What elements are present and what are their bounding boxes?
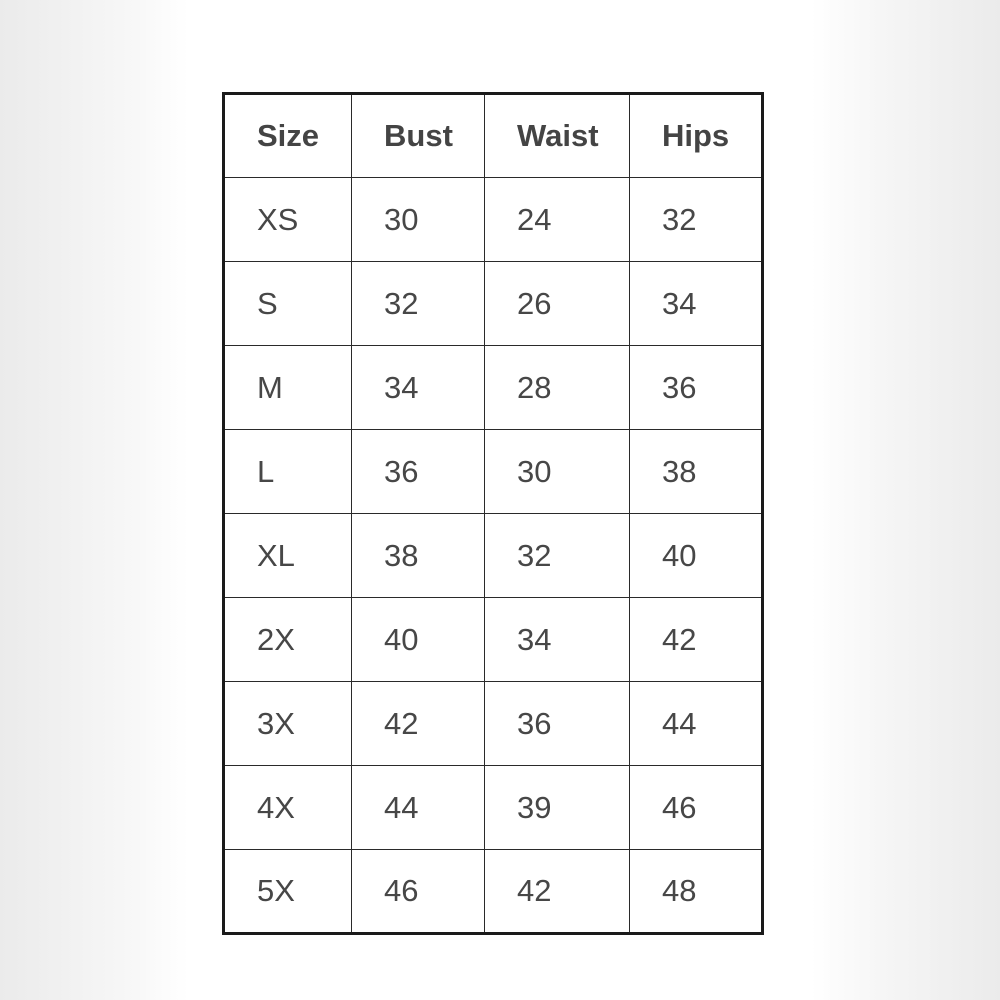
cell-waist: 30 bbox=[485, 430, 630, 514]
table-row bbox=[224, 766, 763, 850]
cell-hips: 48 bbox=[630, 850, 763, 934]
table-row bbox=[224, 514, 763, 598]
cell-waist: 32 bbox=[485, 514, 630, 598]
cell-hips: 44 bbox=[630, 682, 763, 766]
cell-bust: 36 bbox=[352, 430, 485, 514]
table-body bbox=[224, 178, 763, 934]
cell-waist: 34 bbox=[485, 598, 630, 682]
cell-waist: 39 bbox=[485, 766, 630, 850]
cell-hips: 34 bbox=[630, 262, 763, 346]
cell-size: M bbox=[224, 346, 352, 430]
header-hips: Hips bbox=[630, 94, 763, 178]
cell-bust: 42 bbox=[352, 682, 485, 766]
cell-bust: 32 bbox=[352, 262, 485, 346]
table-row bbox=[224, 262, 763, 346]
table-row bbox=[224, 598, 763, 682]
header-waist: Waist bbox=[485, 94, 630, 178]
cell-hips: 32 bbox=[630, 178, 763, 262]
cell-size: 5X bbox=[224, 850, 352, 934]
cell-size: 2X bbox=[224, 598, 352, 682]
cell-bust: 46 bbox=[352, 850, 485, 934]
cell-hips: 38 bbox=[630, 430, 763, 514]
table-header bbox=[224, 94, 763, 178]
table-row bbox=[224, 346, 763, 430]
table-row bbox=[224, 850, 763, 934]
cell-waist: 24 bbox=[485, 178, 630, 262]
cell-bust: 44 bbox=[352, 766, 485, 850]
cell-hips: 36 bbox=[630, 346, 763, 430]
cell-bust: 34 bbox=[352, 346, 485, 430]
cell-waist: 42 bbox=[485, 850, 630, 934]
header-bust: Bust bbox=[352, 94, 485, 178]
cell-waist: 36 bbox=[485, 682, 630, 766]
cell-hips: 40 bbox=[630, 514, 763, 598]
cell-waist: 26 bbox=[485, 262, 630, 346]
table-row bbox=[224, 682, 763, 766]
cell-waist: 28 bbox=[485, 346, 630, 430]
table-row bbox=[224, 430, 763, 514]
header-row bbox=[224, 94, 763, 178]
cell-bust: 30 bbox=[352, 178, 485, 262]
cell-size: 4X bbox=[224, 766, 352, 850]
cell-size: S bbox=[224, 262, 352, 346]
cell-size: 3X bbox=[224, 682, 352, 766]
cell-size: L bbox=[224, 430, 352, 514]
cell-size: XS bbox=[224, 178, 352, 262]
cell-hips: 46 bbox=[630, 766, 763, 850]
cell-bust: 38 bbox=[352, 514, 485, 598]
cell-hips: 42 bbox=[630, 598, 763, 682]
cell-bust: 40 bbox=[352, 598, 485, 682]
table-row bbox=[224, 178, 763, 262]
cell-size: XL bbox=[224, 514, 352, 598]
header-size: Size bbox=[224, 94, 352, 178]
size-chart-table bbox=[222, 92, 764, 935]
